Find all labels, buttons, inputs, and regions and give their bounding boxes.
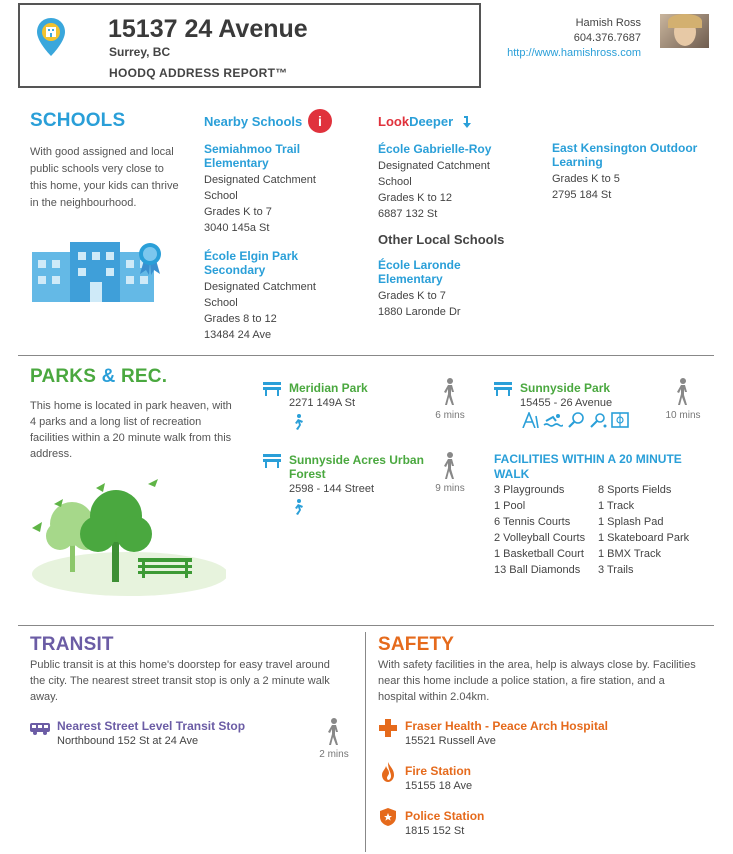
badminton-icon — [589, 412, 607, 428]
safety-fire-station — [405, 764, 472, 794]
transit-description: Public transit is at this home's doorstep for easy travel around the city. The nearest street transit stop is only a 2 minute walk away. — [30, 659, 330, 703]
nearby-schools-heading — [204, 114, 302, 129]
fire-icon — [381, 762, 395, 787]
safety-name-link[interactable]: Fraser Health - Peace Arch Hospital — [405, 719, 608, 733]
park-sunnyside — [520, 381, 612, 411]
school-east-kensington — [552, 141, 712, 203]
park-name-link[interactable]: Sunnyside Acres Urban Forest — [289, 453, 424, 481]
schools-description: With good assigned and local public schools very close to this home, your kids can thrive in the neighbourhood. — [30, 146, 179, 209]
school-name-link[interactable]: Semiahmoo Trail Elementary — [204, 142, 301, 170]
school-elgin-park — [204, 249, 354, 343]
vertical-divider — [365, 632, 366, 852]
facilities-list-right — [598, 482, 710, 578]
other-schools-heading: Other Local Schools — [378, 232, 505, 247]
walk-minutes: 10 mins — [665, 410, 701, 421]
safety-name-link[interactable]: Police Station — [405, 809, 485, 823]
school-name-link[interactable]: East Kensington Outdoor Learning — [552, 141, 698, 169]
running-person-icon — [292, 414, 304, 435]
walking-person-icon — [326, 718, 342, 746]
look-deeper-link[interactable] — [378, 114, 453, 129]
safety-police-station — [405, 809, 484, 839]
park-address: 2598 - 144 Street — [289, 483, 375, 495]
safety-address: 15521 Russell Ave — [405, 735, 496, 747]
facility-item: 8 Sports Fields — [598, 484, 672, 496]
award-ribbon-icon — [138, 242, 162, 281]
school-address: 13484 24 Ave — [204, 329, 272, 341]
playground-icon — [521, 412, 539, 428]
header-box — [18, 3, 481, 88]
facility-item: 6 Tennis Courts — [494, 516, 571, 528]
walking-person-icon — [442, 452, 458, 480]
parks-title — [30, 366, 167, 388]
school-name-link[interactable]: École Elgin Park Secondary — [204, 249, 299, 277]
safety-hospital — [405, 719, 608, 749]
agent-photo — [660, 14, 709, 48]
facility-item: 1 Basketball Court — [494, 548, 584, 560]
divider — [18, 625, 714, 626]
school-catchment: Designated Catchment — [204, 174, 316, 186]
agent-website-link[interactable]: http://www.hamishross.com — [507, 47, 641, 59]
report-label: HOODQ ADDRESS REPORT™ — [109, 66, 288, 80]
walk-minutes: 2 mins — [319, 749, 349, 760]
park-trees-illustration — [30, 478, 226, 601]
school-catchment: Designated Catchment — [204, 281, 316, 293]
school-catchment-2: School — [204, 297, 238, 309]
walking-person-icon — [442, 378, 458, 406]
school-address: 1880 Laronde Dr — [378, 306, 461, 318]
park-meridian — [289, 381, 368, 411]
park-bench-icon — [494, 382, 512, 401]
park-address: 2271 149A St — [289, 397, 356, 409]
school-semiahmoo — [204, 142, 354, 236]
walking-person-icon — [675, 378, 691, 406]
school-catchment-2: School — [378, 176, 412, 188]
transit-stop — [57, 719, 245, 749]
police-badge-icon — [380, 808, 396, 831]
safety-address: 15155 18 Ave — [405, 780, 473, 792]
facility-item: 13 Ball Diamonds — [494, 564, 581, 576]
location-pin-icon — [36, 17, 66, 62]
schools-title: SCHOOLS — [30, 110, 126, 131]
agent-name: Hamish Ross — [575, 17, 641, 29]
safety-description: With safety facilities in the area, help is always close by. Facilities near this home include a police station, a fire station, and a hospital within 2.04km. — [378, 659, 696, 703]
address-title: 15137 24 Avenue — [108, 15, 308, 43]
look-label: Look — [378, 114, 410, 129]
agent-phone: 604.376.7687 — [573, 32, 641, 44]
park-amenity-icons — [521, 412, 629, 428]
school-catchment: Designated Catchment — [378, 160, 490, 172]
school-grades: Grades 8 to 12 — [204, 313, 277, 325]
sports-field-icon — [611, 412, 629, 428]
school-gabrielle-roy — [378, 142, 528, 222]
facility-item: 1 Pool — [494, 500, 526, 512]
walk-minutes: 9 mins — [435, 483, 465, 494]
facility-item: 3 Trails — [598, 564, 634, 576]
facility-item: 3 Playgrounds — [494, 484, 565, 496]
school-building-icon — [32, 238, 164, 309]
facility-item: 1 Track — [598, 500, 635, 512]
city-label: Surrey, BC — [109, 45, 171, 59]
safety-title: SAFETY — [378, 634, 455, 655]
bus-icon — [30, 722, 50, 740]
walk-minutes: 6 mins — [435, 410, 465, 421]
transit-stop-name: Northbound 152 St at 24 Ave — [57, 735, 199, 747]
park-bench-icon — [263, 454, 281, 473]
park-name-link[interactable]: Meridian Park — [289, 381, 368, 395]
school-grades: Grades K to 7 — [204, 206, 272, 218]
school-address: 3040 145a St — [204, 222, 270, 234]
school-grades: Grades K to 5 — [552, 173, 620, 185]
arrow-down-icon — [460, 114, 476, 135]
deeper-label: Deeper — [409, 114, 454, 129]
tennis-icon — [567, 412, 585, 428]
parks-title-a: PARKS — [30, 366, 97, 387]
park-address: 15455 - 26 Avenue — [520, 397, 613, 409]
running-person-icon — [292, 499, 304, 520]
school-laronde — [378, 258, 528, 320]
school-address: 2795 184 St — [552, 189, 612, 201]
safety-address: 1815 152 St — [405, 825, 465, 837]
school-grades: Grades K to 12 — [378, 192, 452, 204]
parks-description: This home is located in park heaven, with 4 parks and a long list of recreation facilities within a 20 minute walk from this address. — [30, 400, 232, 460]
divider — [18, 355, 714, 356]
facilities-title: FACILITIES WITHIN A 20 MINUTE WALK — [494, 452, 682, 481]
info-icon[interactable]: i — [308, 109, 332, 133]
facility-item: 1 Skateboard Park — [598, 532, 690, 544]
school-name-link[interactable]: École Laronde Elementary — [378, 258, 461, 286]
park-name-link[interactable]: Sunnyside Park — [520, 381, 611, 395]
facilities-list-left — [494, 482, 598, 578]
hospital-cross-icon — [379, 719, 397, 742]
school-grades: Grades K to 7 — [378, 290, 446, 302]
agent-info — [507, 16, 641, 61]
swimming-icon — [543, 412, 563, 428]
facility-item: 2 Volleyball Courts — [494, 532, 586, 544]
school-address: 6887 132 St — [378, 208, 438, 220]
nearby-schools-label: Nearby Schools — [204, 114, 303, 129]
transit-stop-link[interactable]: Nearest Street Level Transit Stop — [57, 719, 246, 733]
park-sunnyside-acres — [289, 453, 429, 497]
transit-title: TRANSIT — [30, 634, 114, 655]
parks-title-b: REC. — [121, 366, 168, 387]
parks-title-amp: & — [101, 366, 116, 387]
safety-name-link[interactable]: Fire Station — [405, 764, 472, 778]
facility-item: 1 BMX Track — [598, 548, 661, 560]
school-name-link[interactable]: École Gabrielle-Roy — [378, 142, 492, 156]
park-bench-icon — [263, 382, 281, 401]
facility-item: 1 Splash Pad — [598, 516, 664, 528]
school-catchment-2: School — [204, 190, 238, 202]
